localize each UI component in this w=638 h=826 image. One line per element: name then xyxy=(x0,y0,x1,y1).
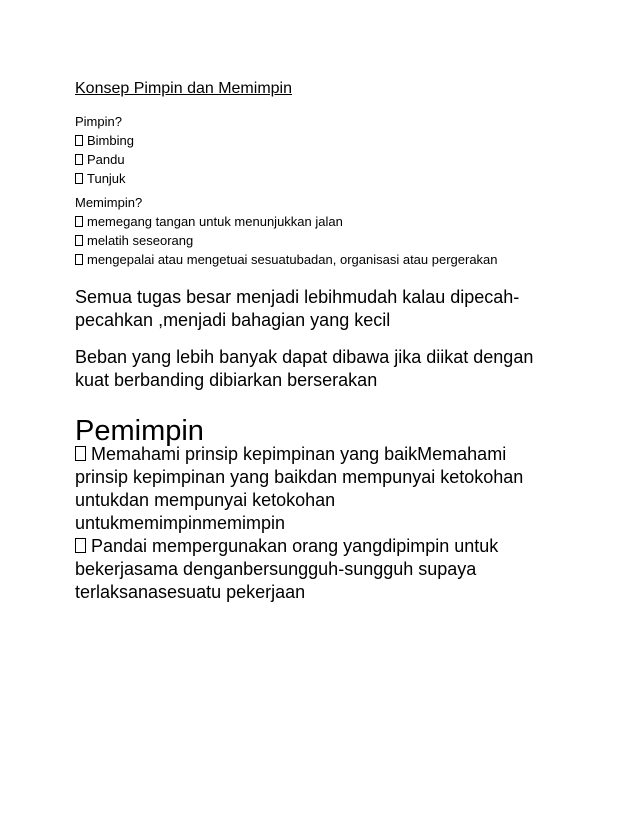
list-item xyxy=(75,150,134,169)
point-line: prinsip kepimpinan yang baikdan mempunyai ketokohan xyxy=(75,467,524,487)
document-title: Konsep Pimpin dan Memimpin xyxy=(75,80,292,97)
bullet-box-icon xyxy=(75,154,83,165)
paragraph-tugas xyxy=(75,286,585,332)
list-item xyxy=(75,250,498,269)
list-item xyxy=(75,212,498,231)
pemimpin-points xyxy=(75,443,575,604)
point-line xyxy=(75,443,575,466)
memimpin-item-label: mengepalai atau mengetuai sesuatubadan, organisasi atau pergerakan xyxy=(87,252,498,267)
paragraph-line: pecahkan ,menjadi bahagian yang kecil xyxy=(75,310,391,330)
paragraph-beban xyxy=(75,346,585,392)
memimpin-item-label: memegang tangan untuk menunjukkan jalan xyxy=(87,214,343,229)
point-line xyxy=(75,535,575,558)
paragraph-line: Semua tugas besar menjadi lebihmudah kalau dipecah- xyxy=(75,287,520,307)
memimpin-section xyxy=(75,193,498,269)
bullet-box-icon xyxy=(75,538,86,553)
list-item xyxy=(75,231,498,250)
memimpin-heading: Memimpin? xyxy=(75,195,143,210)
point-line: untukdan mempunyai ketokohan xyxy=(75,490,336,510)
point-line: bekerjasama denganbersungguh-sungguh supaya xyxy=(75,559,477,579)
bullet-box-icon xyxy=(75,216,83,227)
pemimpin-heading: Pemimpin xyxy=(75,415,204,447)
list-item xyxy=(75,169,134,188)
memimpin-item-label: melatih seseorang xyxy=(87,233,194,248)
pimpin-section xyxy=(75,112,134,188)
bullet-box-icon xyxy=(75,173,83,184)
paragraph-line: Beban yang lebih banyak dapat dibawa jika diikat dengan xyxy=(75,347,534,367)
list-item xyxy=(75,131,134,150)
pimpin-heading: Pimpin? xyxy=(75,114,122,129)
pimpin-item-label: Tunjuk xyxy=(87,171,126,186)
bullet-box-icon xyxy=(75,446,86,461)
bullet-box-icon xyxy=(75,135,83,146)
point-line: terlaksanasesuatu pekerjaan xyxy=(75,582,306,602)
bullet-box-icon xyxy=(75,254,83,265)
pimpin-item-label: Pandu xyxy=(87,152,125,167)
bullet-box-icon xyxy=(75,235,83,246)
point-text: Pandai mempergunakan orang yangdipimpin untuk xyxy=(91,536,499,556)
pimpin-item-label: Bimbing xyxy=(87,133,134,148)
point-text: Memahami prinsip kepimpinan yang baikMemahami xyxy=(91,444,507,464)
paragraph-line: kuat berbanding dibiarkan berserakan xyxy=(75,370,378,390)
point-line: untukmemimpinmemimpin xyxy=(75,513,286,533)
